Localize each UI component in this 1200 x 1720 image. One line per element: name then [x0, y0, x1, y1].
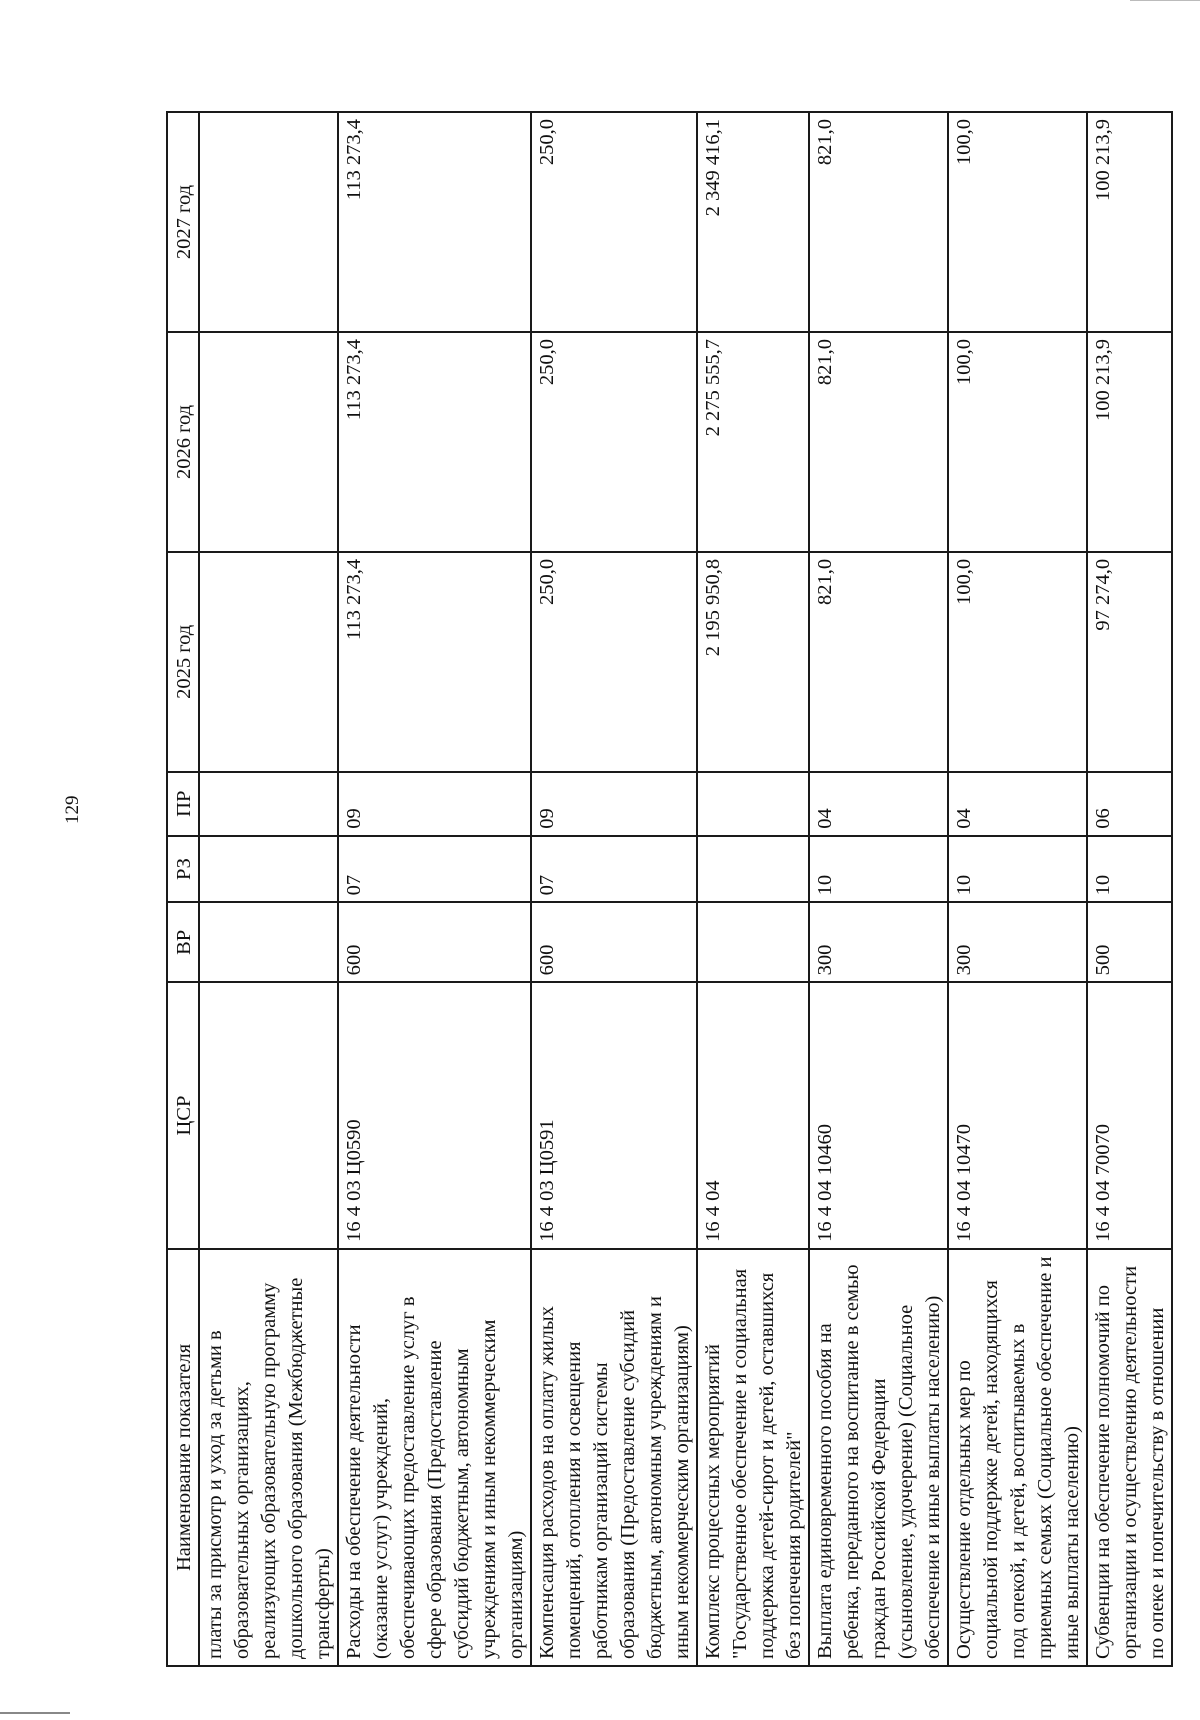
cell-vr: 300: [809, 902, 948, 982]
cell-2026: 250,0: [531, 332, 697, 552]
cell-csr: 16 4 03 Ц0591: [531, 982, 697, 1249]
cell-name: Расходы на обеспечение деятельности (оказание услуг) учреждений, обеспечивающих предоставление услуг в сфере образования (Предоставление субсидий бюджетным, автономным учреждениям и иным некоммерческим организациям): [338, 1249, 531, 1666]
cell-csr: 16 4 03 Ц0590: [338, 982, 531, 1249]
cell-2025: 113 273,4: [338, 552, 531, 772]
cell-2025: 821,0: [809, 552, 948, 772]
cell-2025: 97 274,0: [1087, 552, 1172, 772]
table-row: [338, 112, 531, 1666]
cell-csr: 16 4 04 10460: [809, 982, 948, 1249]
table-row: [199, 112, 338, 1666]
budget-table: [166, 111, 1173, 1667]
cell-rz: 10: [809, 836, 948, 903]
cell-2027: 250,0: [531, 112, 697, 332]
cell-vr: 500: [1087, 902, 1172, 982]
cell-2027: 2 349 416,1: [697, 112, 809, 332]
header-pr: ПР: [167, 772, 199, 836]
cell-2025: [199, 552, 338, 772]
cell-pr: [697, 772, 809, 836]
cell-rz: 10: [948, 836, 1087, 903]
cell-2027: 100 213,9: [1087, 112, 1172, 332]
cell-name: Выплата единовременного пособия на ребенка, переданного на воспитание в семью граждан Российской Федерации (усыновление, удочерение) (Социальное обеспечение и иные выплаты населению): [809, 1249, 948, 1666]
cell-vr: [199, 902, 338, 982]
cell-pr: 06: [1087, 772, 1172, 836]
header-2027: 2027 год: [167, 112, 199, 332]
cell-name: платы за присмотр и уход за детьми в образовательных организациях, реализующих образовательную программу дошкольного образования (Межбюджетные трансферты): [199, 1249, 338, 1666]
cell-vr: 600: [338, 902, 531, 982]
header-name: Наименование показателя: [167, 1249, 199, 1666]
cell-pr: 09: [531, 772, 697, 836]
cell-name: Субвенции на обеспечение полномочий по организации и осуществлению деятельности по опеке и попечительству в отношении: [1087, 1249, 1172, 1666]
cell-csr: [199, 982, 338, 1249]
scan-edge-mark: [0, 1712, 70, 1714]
header-rz: РЗ: [167, 836, 199, 903]
table-header-row: [167, 112, 199, 1666]
cell-csr: 16 4 04: [697, 982, 809, 1249]
cell-2026: 100 213,9: [1087, 332, 1172, 552]
cell-csr: 16 4 04 70070: [1087, 982, 1172, 1249]
cell-pr: [199, 772, 338, 836]
cell-pr: 09: [338, 772, 531, 836]
cell-rz: 07: [338, 836, 531, 903]
page-number: 129: [62, 795, 83, 824]
table-row: [1087, 112, 1172, 1666]
cell-2026: 2 275 555,7: [697, 332, 809, 552]
cell-2026: 113 273,4: [338, 332, 531, 552]
table-row: [531, 112, 697, 1666]
cell-pr: 04: [809, 772, 948, 836]
cell-rz: [697, 836, 809, 903]
cell-name: Компенсация расходов на оплату жилых помещений, отопления и освещения работникам организаций системы образования (Предоставление субсидий бюджетным, автономным учреждениям и иным некоммерческим организациям): [531, 1249, 697, 1666]
table-row: [697, 112, 809, 1666]
cell-rz: 10: [1087, 836, 1172, 903]
header-csr: ЦСР: [167, 982, 199, 1249]
table-row: [809, 112, 948, 1666]
table-row: [948, 112, 1087, 1666]
header-vr: ВР: [167, 902, 199, 982]
cell-rz: 07: [531, 836, 697, 903]
cell-vr: 300: [948, 902, 1087, 982]
cell-name: Осуществление отдельных мер по социальной поддержке детей, находящихся под опекой, и детей, воспитываемых в приемных семьях (Социальное обеспечение и иные выплаты населению): [948, 1249, 1087, 1666]
cell-2025: 100,0: [948, 552, 1087, 772]
scan-edge-mark: [1130, 0, 1200, 1]
cell-vr: 600: [531, 902, 697, 982]
header-2025: 2025 год: [167, 552, 199, 772]
cell-2026: 821,0: [809, 332, 948, 552]
cell-2025: 250,0: [531, 552, 697, 772]
cell-2026: 100,0: [948, 332, 1087, 552]
cell-vr: [697, 902, 809, 982]
rotated-table-container: [166, 111, 1168, 1667]
cell-pr: 04: [948, 772, 1087, 836]
cell-2027: [199, 112, 338, 332]
cell-name: Комплекс процессных мероприятий "Государственное обеспечение и социальная поддержка детей-сирот и детей, оставшихся без попечения родителей": [697, 1249, 809, 1666]
header-2026: 2026 год: [167, 332, 199, 552]
cell-2027: 100,0: [948, 112, 1087, 332]
cell-rz: [199, 836, 338, 903]
cell-2027: 113 273,4: [338, 112, 531, 332]
cell-2026: [199, 332, 338, 552]
cell-2027: 821,0: [809, 112, 948, 332]
cell-csr: 16 4 04 10470: [948, 982, 1087, 1249]
cell-2025: 2 195 950,8: [697, 552, 809, 772]
